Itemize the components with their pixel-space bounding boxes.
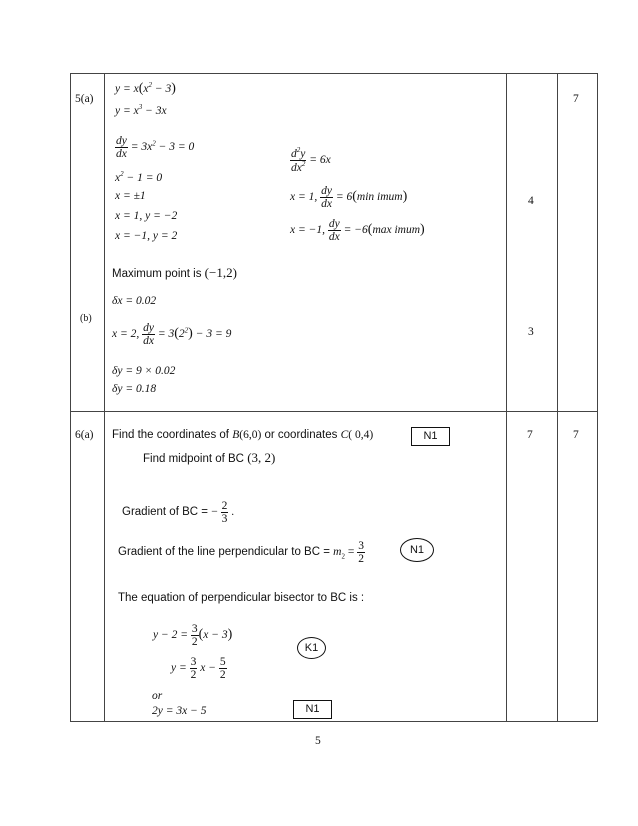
q5-eq-2: $y = x^3 - 3x$: [115, 103, 167, 117]
q6a-label: 6(a): [75, 429, 94, 441]
q6-eq-slope-intercept: y = $\frac{3}{2}$ x − $\frac{5}{2}$: [171, 656, 226, 682]
mark-n1-gradient: N1: [400, 538, 434, 562]
q5b-eq-4: δy = 0.18: [112, 383, 157, 395]
page-number: 5: [315, 735, 321, 747]
q6-gradient-bc: Gradient of BC = − $\frac{2}{3}$ .: [122, 500, 235, 526]
q5-eq-6: x = −1, y = 2: [115, 230, 178, 242]
q5b-marks: 3: [528, 326, 534, 338]
q6-eq-point-gradient: y − 2 = $\frac{3}{2}$ (x − 3): [153, 623, 233, 649]
col-border-left: [70, 73, 71, 722]
mark-n1-final: N1: [293, 700, 332, 719]
mark-n1-coordinates: N1: [411, 427, 450, 446]
q6-equation-statement: The equation of perpendicular bisector to BC is :: [118, 592, 365, 604]
q5b-eq-1: δx = 0.02: [112, 295, 157, 307]
q5-maximum-statement: Maximum point is (−1,2): [112, 265, 237, 280]
col-border-solution: [506, 73, 507, 722]
q5a-label: 5(a): [75, 93, 94, 105]
q5-maximum-point: (−1,2): [204, 265, 237, 280]
q5b-label: (b): [80, 313, 92, 324]
q6-or: or: [152, 690, 163, 702]
q6-find-coordinates: Find the coordinates of B(6,0) or coordinates C( 0,4): [112, 429, 374, 441]
q5a-marks: 4: [528, 195, 534, 207]
q5-derivative: $\frac{dy}{dx}$ = $3x^2 - 3 = 0$: [116, 135, 195, 161]
q6-eq-final: 2y = 3x − 5: [152, 705, 207, 717]
q5-max-test: x = −1, $\frac{dy}{dx}$ = −6(max imum): [290, 218, 425, 244]
q5-min-test: x = 1, $\frac{dy}{dx}$ = 6(min imum): [290, 185, 408, 211]
q5-eq-3: $x^2 - 1 = 0$: [115, 170, 163, 184]
table-top-border: [70, 73, 598, 74]
q6-gradient-perpendicular: Gradient of the line perpendicular to BC = $m_2$ = $\frac{3}{2}$: [118, 540, 364, 566]
q5b-eq-3: δy = 9 × 0.02: [112, 365, 176, 377]
q6-marks: 7: [527, 429, 533, 441]
col-border-marks: [557, 73, 558, 722]
q6-midpoint: Find midpoint of BC (3, 2): [143, 450, 276, 465]
col-border-right: [597, 73, 598, 722]
col-border-question: [104, 73, 105, 722]
q5-eq-5: x = 1, y = −2: [115, 210, 178, 222]
q5-total-mark: 7: [573, 93, 579, 105]
row-divider: [70, 411, 598, 412]
mark-k1: K1: [297, 637, 326, 659]
table-bottom-border: [70, 721, 598, 722]
q5-second-derivative: $\frac{d^2y}{dx^2}$ = 6x: [291, 146, 331, 174]
q6-total-mark: 7: [573, 429, 579, 441]
q5-eq-1: $y = x(x^2 - 3)$: [115, 81, 176, 96]
q5b-eq-2: x = 2, $\frac{dy}{dx}$ = $3(2^2) - 3 = 9$: [112, 322, 232, 348]
q5-eq-4: x = ±1: [115, 190, 146, 202]
